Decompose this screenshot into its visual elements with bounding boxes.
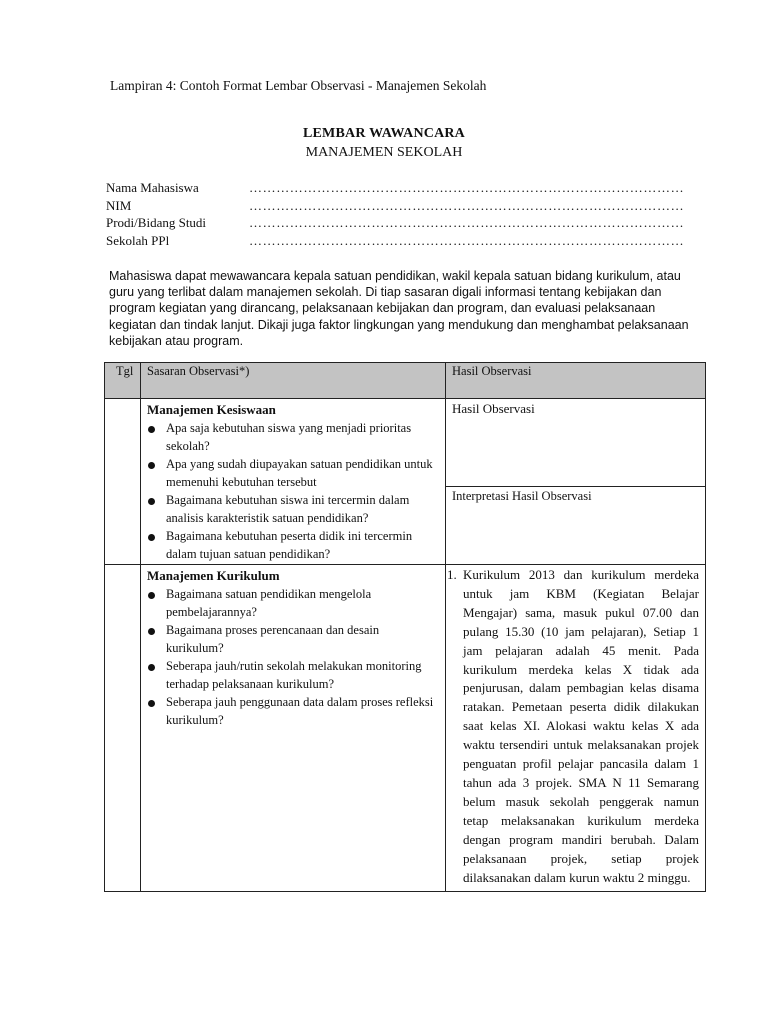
bullet-icon <box>148 498 155 505</box>
intro-paragraph: Mahasiswa dapat mewawancara kepala satuan pendidikan, wakil kepala satuan bidang kurikulum, atau guru yang terlibat dalam manajemen sekolah. Di tiap sasaran digali informasi tentang kebijakan dan program kegiatan yang dirancang, pelaksanaan kebijakan dan program, dan evaluasi pelaksanaan kegiatan dan tindak lanjut. Dikaji juga faktor lingkungan yang mendukung dan menghambat pelaksanaan kebijakan atau program. <box>109 269 689 348</box>
bullet-icon <box>148 534 155 541</box>
interpretasi-label: Interpretasi Hasil Observasi <box>452 489 592 503</box>
question-text: Apa saja kebutuhan siswa yang menjadi prioritas sekolah? <box>166 421 412 453</box>
identity-fill-line: …………………………………………………………………………………… <box>249 215 685 230</box>
question-item <box>147 528 439 563</box>
lampiran-caption: Lampiran 4: Contoh Format Lembar Observasi - Manajemen Sekolah <box>110 78 487 93</box>
section-title: Manajemen Kesiswaan <box>147 402 276 417</box>
bullet-icon <box>148 664 155 671</box>
identity-label: Nama Mahasiswa <box>106 180 199 195</box>
table-header-row <box>105 363 706 399</box>
answer-text: Kurikulum 2013 dan kurikulum merdeka untuk jam KBM (Kegiatan Belajar Mengajar) sama, masuk pukul 07.00 dan pulang 15.30 (10 jam pelajaran), Setiap 1 jam pelajaran adalah 45 menit. Pada kurikulum merdeka kelas X tidak ada penjurusan, dalam pembagian kelas disama ratakan. Pemetaan peserta didik dilakukan saat kelas XI. Alokasi waktu kelas X ada waktu tersendiri untuk melaksanakan projek penguatan profil pelajar pancasila dalam 1 tahun ada 3 projek. SMA N 11 Semarang belum masuk sekolah penggerak namun tetap melaksanakan kurikulum merdeka dengan program mandiri berubah. Dalam pelaksanaan projek, setiap projek dilaksanakan dalam kurun waktu 2 minggu. <box>463 567 699 885</box>
question-text: Seberapa jauh/rutin sekolah melakukan monitoring terhadap pelaksanaan kurikulum? <box>166 659 422 691</box>
header-hasil: Hasil Observasi <box>446 363 706 399</box>
question-item <box>147 622 439 657</box>
sasaran-cell <box>141 565 446 892</box>
question-text: Bagaimana kebutuhan peserta didik ini tercermin dalam tujuan satuan pendidikan? <box>166 529 413 561</box>
identity-fill-line: …………………………………………………………………………………… <box>249 180 685 195</box>
header-sasaran: Sasaran Observasi*) <box>141 363 446 399</box>
section-title: Manajemen Kurikulum <box>147 568 280 583</box>
question-item <box>147 658 439 693</box>
identity-fill-line: …………………………………………………………………………………… <box>249 232 685 248</box>
question-text: Apa yang sudah diupayakan satuan pendidikan untuk memenuhi kebutuhan tersebut <box>166 457 433 489</box>
question-text: Seberapa jauh penggunaan data dalam proses refleksi kurikulum? <box>166 695 434 727</box>
question-text: Bagaimana satuan pendidikan mengelola pembelajarannya? <box>166 587 372 619</box>
question-item <box>147 456 439 491</box>
observation-table <box>104 362 706 892</box>
question-item <box>147 586 439 621</box>
table-row-kurikulum <box>105 565 706 892</box>
question-item <box>147 694 439 729</box>
question-list <box>141 586 445 729</box>
question-text: Bagaimana kebutuhan siswa ini tercermin dalam analisis karakteristik satuan pendidikan? <box>166 493 410 525</box>
hasil-observasi-label: Hasil Observasi <box>446 399 705 487</box>
question-text: Bagaimana proses perencanaan dan desain kurikulum? <box>166 623 380 655</box>
bullet-icon <box>148 628 155 635</box>
answer-item <box>446 565 705 891</box>
hasil-cell <box>446 399 706 565</box>
bullet-icon <box>148 426 155 433</box>
sasaran-cell <box>141 399 446 565</box>
answer-number: 1. <box>447 567 457 582</box>
identity-label: NIM <box>106 197 132 213</box>
table-row-kesiswaan <box>105 399 706 565</box>
bullet-icon <box>148 700 155 707</box>
document-subtitle: MANAJEMEN SEKOLAH <box>305 145 463 160</box>
question-item <box>147 492 439 527</box>
question-item <box>147 420 439 455</box>
tgl-cell <box>105 399 141 565</box>
hasil-cell <box>446 565 706 892</box>
question-list <box>141 420 445 563</box>
identity-label: Sekolah PPl <box>106 232 170 248</box>
header-tgl: Tgl <box>105 363 141 399</box>
bullet-icon <box>148 592 155 599</box>
identity-fill-line: …………………………………………………………………………………… <box>249 197 685 213</box>
document-title: LEMBAR WAWANCARA <box>302 126 465 141</box>
identity-label: Prodi/Bidang Studi <box>106 215 207 230</box>
bullet-icon <box>148 462 155 469</box>
tgl-cell <box>105 565 141 892</box>
